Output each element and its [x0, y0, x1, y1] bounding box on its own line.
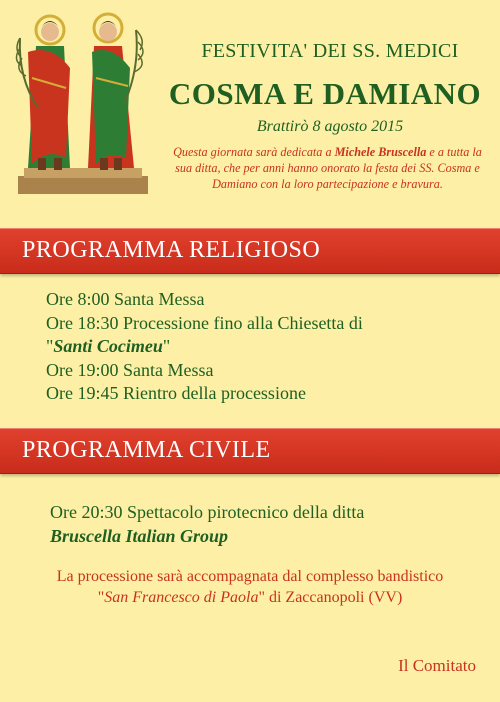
- dedication-pre: Questa giornata sarà dedicata a: [173, 145, 335, 159]
- note-line: La processione sarà accompagnata dal complesso bandistico: [56, 568, 444, 585]
- note-band-line: [10, 587, 490, 608]
- schedule-item: Ore 19:00 Santa Messa: [46, 359, 214, 380]
- banner-programma-civile: [0, 428, 500, 474]
- place-name: Santi Cocimeu: [53, 336, 163, 356]
- banner-title: PROGRAMMA CIVILE: [22, 437, 271, 463]
- schedule-item: Ore 19:45 Rientro della processione: [46, 383, 306, 403]
- civil-schedule: [50, 500, 480, 548]
- dedication-name: Michele Bruscella: [334, 145, 427, 159]
- procession-note: [10, 566, 490, 608]
- quote-close: ": [258, 589, 265, 606]
- signature: Il Comitato: [398, 656, 476, 675]
- schedule-item-place: [46, 335, 486, 359]
- schedule-item: Ore 8:00 Santa Messa: [46, 289, 205, 309]
- schedule-item: Ore 20:30 Spettacolo pirotecnico della ditta: [50, 502, 365, 522]
- quote-close: ": [162, 336, 171, 356]
- dedication-text: [165, 144, 490, 192]
- religious-schedule: [46, 288, 486, 406]
- company-line: [50, 524, 480, 548]
- company-name: Bruscella Italian Group: [50, 526, 229, 546]
- saints-image: [8, 8, 158, 198]
- dedication-post: e a tutta la sua ditta, che per anni hanno onorato la festa dei SS. Cosma e Damiano con la loro partecipazione e bravura.: [175, 145, 482, 191]
- band-name: San Francesco di Paola: [104, 589, 259, 606]
- event-date: Brattirò 8 agosto 2015: [256, 118, 404, 135]
- quote-open: ": [46, 336, 54, 356]
- banner-programma-religioso: [0, 228, 500, 274]
- schedule-item: Ore 18:30 Processione fino alla Chiesetta di: [46, 312, 363, 333]
- quote-open: ": [97, 589, 105, 606]
- saints-name: COSMA E DAMIANO: [168, 76, 482, 111]
- band-place: di Zaccanopoli (VV): [264, 589, 403, 606]
- banner-title: PROGRAMMA RELIGIOSO: [22, 237, 321, 263]
- festival-title: FESTIVITA' DEI SS. MEDICI: [201, 40, 459, 62]
